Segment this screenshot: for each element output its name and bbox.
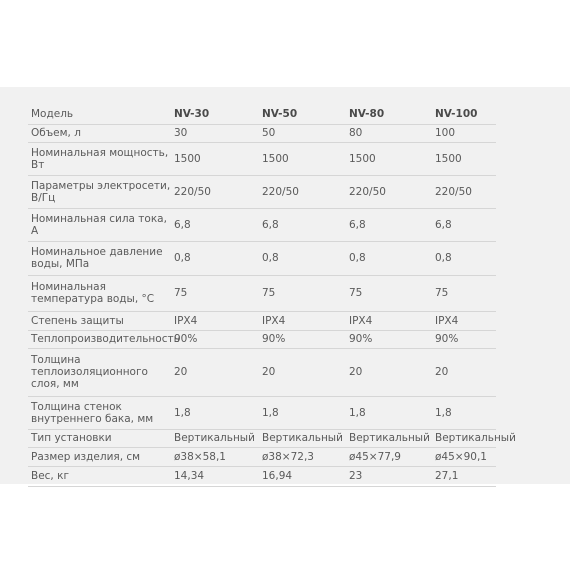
cell-value: Вертикальный [171,429,259,447]
cell-value: 1500 [259,142,346,175]
table-row [28,275,496,311]
cell-value: IPX4 [171,311,259,330]
cell-value: 20 [259,348,346,396]
table-header-row [28,104,496,124]
cell-value: 20 [432,348,496,396]
cell-value: 6,8 [346,208,432,241]
row-label: Номинальная мощность, Вт [28,142,171,175]
cell-value: 220/50 [259,175,346,208]
cell-value: 6,8 [171,208,259,241]
table-row [28,175,496,208]
table-row [28,241,496,275]
row-label: Номинальная температура воды, °С [28,275,171,311]
cell-value: 0,8 [259,241,346,275]
row-label: Вес, кг [28,466,171,486]
cell-value: IPX4 [259,311,346,330]
row-label: Объем, л [28,124,171,142]
cell-value: 90% [432,330,496,348]
model-nv-30: NV-30 [171,104,259,124]
row-label: Тип установки [28,429,171,447]
cell-value: 220/50 [346,175,432,208]
row-label: Толщина теплоизоляционного слоя, мм [28,348,171,396]
cell-value: Вертикальный [346,429,432,447]
cell-value: 220/50 [171,175,259,208]
cell-value: 0,8 [346,241,432,275]
cell-value: 20 [171,348,259,396]
cell-value: 6,8 [259,208,346,241]
cell-value: Вертикальный [432,429,496,447]
cell-value: 6,8 [432,208,496,241]
cell-value: 0,8 [432,241,496,275]
cell-value: IPX4 [346,311,432,330]
cell-value: 16,94 [259,466,346,486]
cell-value: 75 [346,275,432,311]
table-row [28,466,496,486]
cell-value: 75 [171,275,259,311]
cell-value: 90% [346,330,432,348]
row-label: Теплопроизводительность [28,330,171,348]
table-row [28,396,496,429]
row-label: Степень защиты [28,311,171,330]
table-row [28,142,496,175]
cell-value: 50 [259,124,346,142]
cell-value: 90% [171,330,259,348]
cell-value: 90% [259,330,346,348]
table-row [28,348,496,396]
cell-value: 1500 [432,142,496,175]
cell-value: IPX4 [432,311,496,330]
model-nv-50: NV-50 [259,104,346,124]
cell-value: ø45×77,9 [346,447,432,466]
table-row [28,208,496,241]
cell-value: 75 [432,275,496,311]
row-label: Номинальная сила тока, А [28,208,171,241]
cell-value: 220/50 [432,175,496,208]
cell-value: 14,34 [171,466,259,486]
table-row [28,330,496,348]
row-label: Размер изделия, см [28,447,171,466]
cell-value: ø38×72,3 [259,447,346,466]
row-label: Номинальное давление воды, МПа [28,241,171,275]
cell-value: 0,8 [171,241,259,275]
table-row [28,311,496,330]
cell-value: 80 [346,124,432,142]
cell-value: 1500 [171,142,259,175]
cell-value: ø38×58,1 [171,447,259,466]
cell-value: 1,8 [432,396,496,429]
cell-value: 1500 [346,142,432,175]
table-row [28,429,496,447]
model-nv-100: NV-100 [432,104,496,124]
header-label: Модель [28,104,171,124]
table-row [28,447,496,466]
cell-value: 1,8 [259,396,346,429]
cell-value: 1,8 [171,396,259,429]
cell-value: 23 [346,466,432,486]
cell-value: 30 [171,124,259,142]
specifications-table [28,104,516,487]
cell-value: 75 [259,275,346,311]
cell-value: Вертикальный [259,429,346,447]
model-nv-80: NV-80 [346,104,432,124]
cell-value: 27,1 [432,466,496,486]
row-label: Толщина стенок внутреннего бака, мм [28,396,171,429]
cell-value: 20 [346,348,432,396]
row-label: Параметры электросети, В/Гц [28,175,171,208]
cell-value: 1,8 [346,396,432,429]
table-row [28,124,496,142]
cell-value: ø45×90,1 [432,447,496,466]
cell-value: 100 [432,124,496,142]
